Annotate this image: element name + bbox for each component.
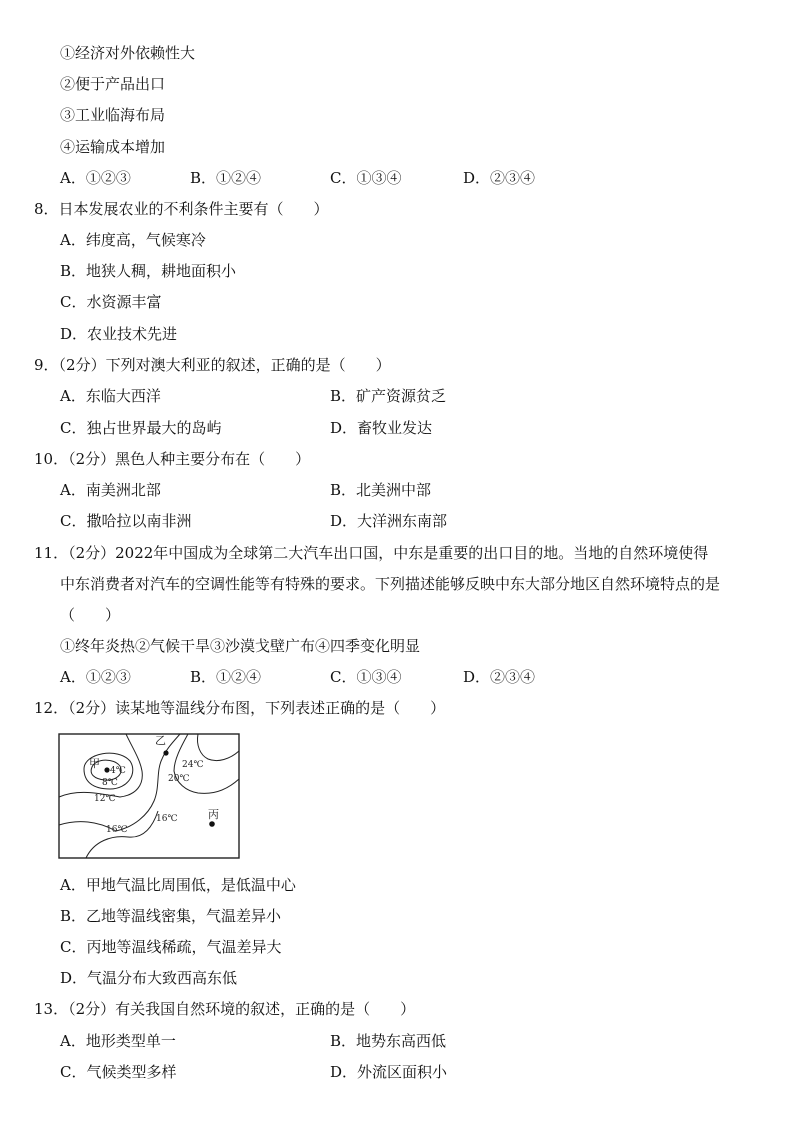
q10-option-a[interactable]: A．南美洲北部 [60,481,161,499]
isotherm-map [58,731,242,861]
q11-option-d[interactable]: D．②③④ [463,668,536,686]
label-24c: 24℃ [182,760,204,770]
q8-stem: 8．日本发展农业的不利条件主要有（ ） [34,200,329,218]
q11-option-a[interactable]: A．①②③ [60,668,131,686]
q9-option-d[interactable]: D．畜牧业发达 [330,419,433,437]
q7-option-a[interactable]: A．①②③ [60,169,131,187]
q13-option-a[interactable]: A．地形类型单一 [60,1032,176,1050]
label-12c: 12℃ [94,794,116,804]
label-16c-left: 16℃ [106,825,128,835]
label-4c: 4℃ [110,766,126,776]
q11-stem-line-2: 中东消费者对汽车的空调性能等有特殊的要求。下列描述能够反映中东大部分地区自然环境特点的是 [60,575,721,593]
q12-option-d[interactable]: D．气温分布大致西高东低 [60,969,238,987]
q7-item-1: ①经济对外依赖性大 [60,44,196,62]
q13-stem: 13．（2分）有关我国自然环境的叙述，正确的是（ ） [34,1000,416,1018]
q7-item-2: ②便于产品出口 [60,75,166,93]
label-yi: 乙 [155,734,166,747]
q11-stem-line-1: 11．（2分）2022年中国成为全球第二大汽车出口国，中东是重要的出口目的地。当地的自然环境使得 [34,544,709,562]
q7-option-c[interactable]: C．①③④ [330,169,402,187]
point-yi [163,750,168,755]
point-jia [104,767,109,772]
q13-option-d[interactable]: D．外流区面积小 [330,1063,448,1081]
q7-option-b[interactable]: B．①②④ [190,169,262,187]
q8-option-d[interactable]: D．农业技术先进 [60,325,178,343]
q7-option-d[interactable]: D．②③④ [463,169,536,187]
q10-option-d[interactable]: D．大洋洲东南部 [330,512,448,530]
q13-option-c[interactable]: C．气候类型多样 [60,1063,177,1081]
map-frame [59,734,239,858]
q12-option-c[interactable]: C．丙地等温线稀疏，气温差异大 [60,938,282,956]
q11-option-c[interactable]: C．①③④ [330,668,402,686]
q11-options [60,667,620,687]
label-jia: 甲 [89,757,100,770]
label-20c: 20℃ [168,774,190,784]
q9-option-c[interactable]: C．独占世界最大的岛屿 [60,419,222,437]
q10-stem: 10．（2分）黑色人种主要分布在（ ） [34,450,311,468]
q9-option-b[interactable]: B．矿产资源贫乏 [330,387,447,405]
q7-options [60,168,620,188]
q11-option-b[interactable]: B．①②④ [190,668,262,686]
q10-option-b[interactable]: B．北美洲中部 [330,481,432,499]
q9-stem: 9．（2分）下列对澳大利亚的叙述，正确的是（ ） [34,356,391,374]
q8-option-a[interactable]: A．纬度高，气候寒冷 [60,231,206,249]
q8-option-b[interactable]: B．地狭人稠，耕地面积小 [60,262,237,280]
label-bing: 丙 [208,808,219,821]
q7-item-4: ④运输成本增加 [60,138,166,156]
label-16c-right: 16℃ [156,814,178,824]
q11-items: ①终年炎热②气候干旱③沙漠戈壁广布④四季变化明显 [60,637,421,655]
isotherm-map-svg [58,731,242,861]
q12-option-a[interactable]: A．甲地气温比周围低，是低温中心 [60,876,296,894]
q13-option-b[interactable]: B．地势东高西低 [330,1032,447,1050]
q12-option-b[interactable]: B．乙地等温线密集，气温差异小 [60,907,282,925]
q8-option-c[interactable]: C．水资源丰富 [60,293,162,311]
q12-stem: 12．（2分）读某地等温线分布图，下列表述正确的是（ ） [34,699,446,717]
q7-item-3: ③工业临海布局 [60,106,166,124]
q9-option-a[interactable]: A．东临大西洋 [60,387,161,405]
label-8c: 8℃ [102,778,118,788]
q11-stem-line-3: （ ） [60,606,121,624]
q10-option-c[interactable]: C．撒哈拉以南非洲 [60,512,192,530]
point-bing [209,821,215,827]
